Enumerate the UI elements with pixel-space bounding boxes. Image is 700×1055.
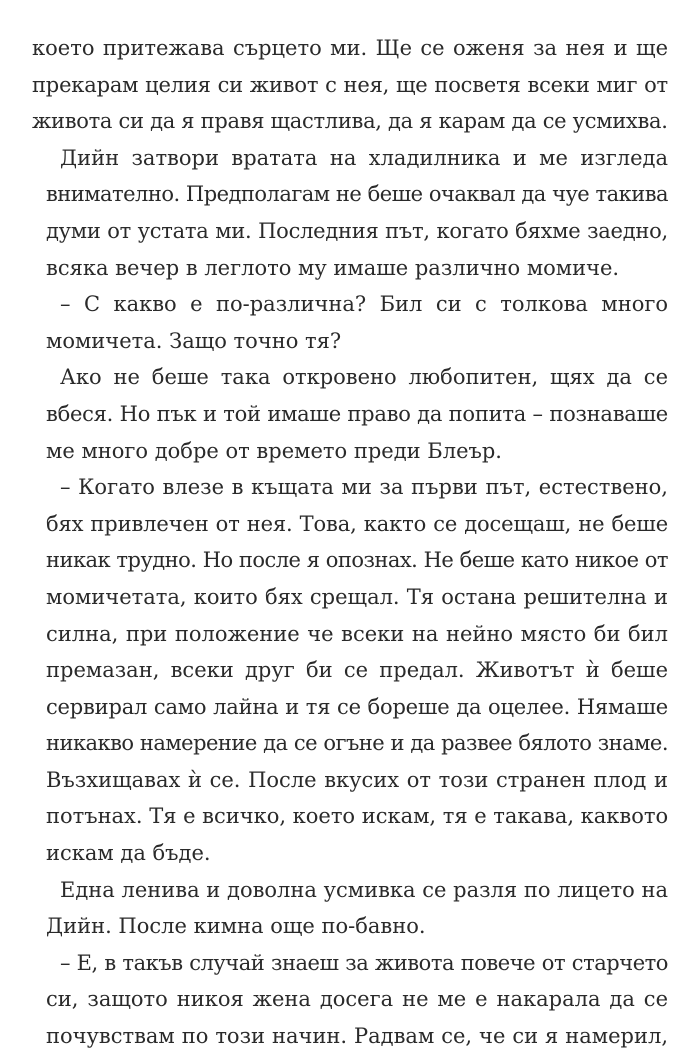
text-line: – С какво е по-различна? Бил си с толкова много [60,292,668,317]
paragraph [32,359,668,469]
text-line: думи от устата ми. Последния път, когато бяхме заедно, [46,218,668,243]
text-line: Възхищавах ѝ се. После вкусих от този странен плод и [46,767,668,792]
text-line: момичетата, които бях срещал. Тя остана решителна и [46,584,668,609]
text-line: си, защото никоя жена досега не ме е накарала да се [46,987,668,1012]
text-line: прекарам целия си живот с нея, ще посветя всеки миг от [32,72,668,97]
paragraph [32,286,668,359]
text-line: Ако не беше така откровено любопитен, щях да се [60,365,668,390]
text-line: всяка вечер в леглото му имаше различно момиче. [46,255,620,280]
book-page [32,30,668,1055]
text-line: ме много добре от времето преди Блеър. [46,438,502,463]
text-line: внимателно. Предполагам не беше очаквал да чуе такива [46,182,668,207]
text-line: искам да бъде. [46,841,211,866]
text-line: никакво намерение да се огъне и да развее бялото знаме. [46,731,668,756]
text-line: почувствам по този начин. Радвам се, че си я намерил, [46,1024,668,1049]
text-line: живота си да я правя щастлива, да я карам да се усмихва. [32,109,668,134]
text-line: потънах. Тя е всичко, което искам, тя е такава, каквото [46,804,669,829]
paragraph [32,30,668,140]
paragraph [32,140,668,286]
text-line: Дийн. После кимна още по-бавно. [46,914,426,939]
text-line: Дийн затвори вратата на хладилника и ме изгледа [60,145,668,170]
paragraph [32,945,668,1055]
text-line: Една ленива и доволна усмивка се разля по лицето на [60,877,668,902]
text-line: бях привлечен от нея. Това, както се досещаш, не беше [46,511,668,536]
text-line: – Когато влезе в къщата ми за първи път, естествено, [60,475,668,500]
text-line: вбеся. Но пък и той имаше право да попита – познаваше [46,401,668,426]
text-line: премазан, всеки друг би се предал. Животът ѝ беше [46,658,668,683]
paragraph [32,872,668,945]
text-line: сервирал само лайна и тя се бореше да оцелее. Нямаше [46,694,668,719]
text-line: момичета. Защо точно тя? [46,328,342,353]
text-line: – Е, в такъв случай знаеш за живота повече от старчето [60,950,668,975]
text-line: никак трудно. Но после я опознах. Не беше като никое от [46,548,668,573]
paragraph [32,469,668,872]
text-line: което притежава сърцето ми. Ще се оженя за нея и ще [32,36,668,60]
text-line: силна, при положение че всеки на нейно място би бил [46,621,668,646]
page-text [32,30,668,1055]
